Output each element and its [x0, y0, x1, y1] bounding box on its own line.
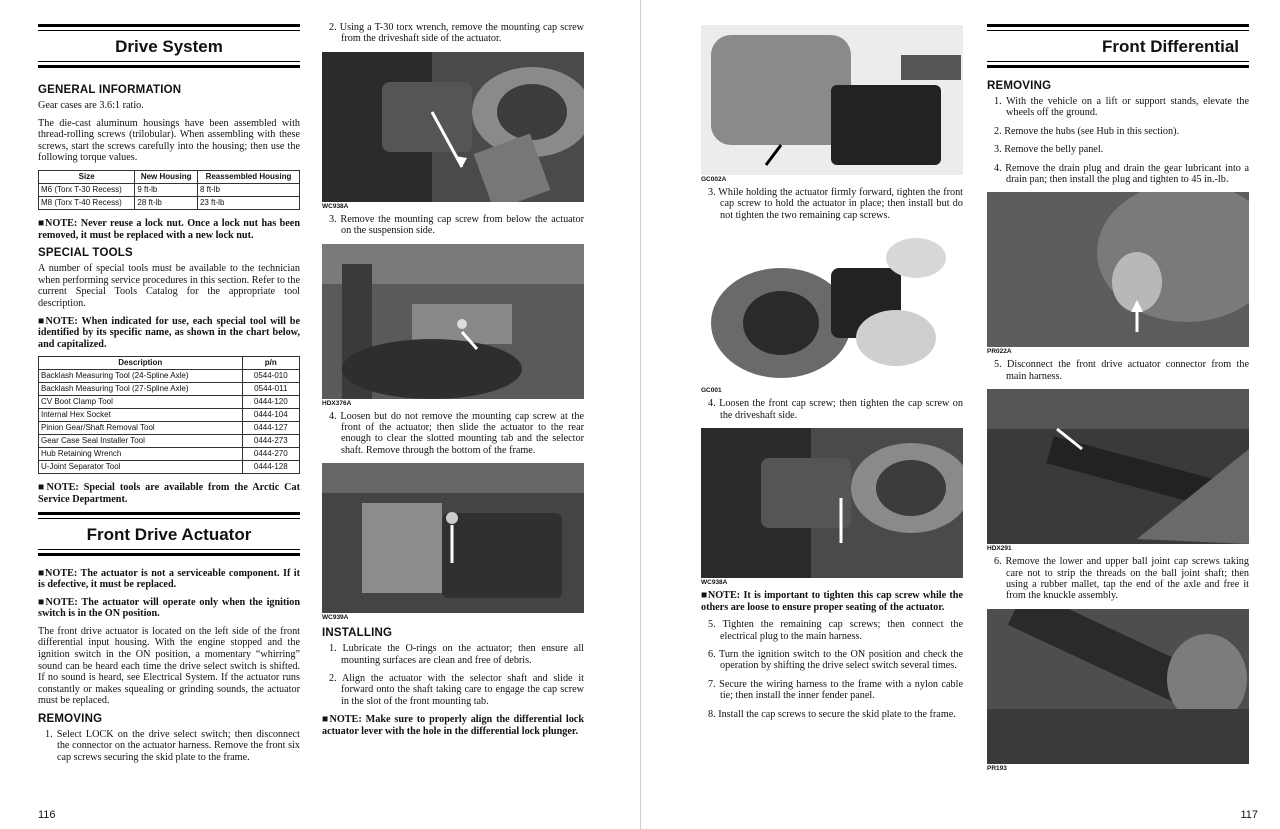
left-column-2 [322, 22, 584, 743]
special-tools-text: A number of special tools must be available to the technician when performing service procedures in this section. Refer to the current Special Tools Catalog for the appropriate tool description. [38, 263, 300, 309]
right-page [640, 0, 1280, 829]
right-column-1 [701, 25, 963, 727]
table-cell: 0444-104 [242, 409, 299, 422]
photo-drain-plug [987, 192, 1249, 347]
table-row [39, 196, 300, 209]
table-cell: Internal Hex Socket [39, 409, 243, 422]
table-row [39, 461, 300, 474]
list-item: 7. Secure the wiring harness to the frame with a nylon cable tie; then install the inner fender panel. [708, 678, 963, 702]
figure-caption: PR022A [987, 348, 1012, 356]
table-row [39, 435, 300, 448]
page-number-right: 117 [1240, 809, 1258, 821]
list-item: 8. Install the cap screws to secure the skid plate to the frame. [708, 708, 956, 720]
list-item: 5. Tighten the remaining cap screws; then connect the electrical plug to the main harness. [708, 619, 963, 642]
right-column-2 [987, 24, 1249, 776]
note-tighten-seating: ■NOTE: It is important to tighten this cap screw while the others are loose to ensure proper seating of the actuator. [701, 590, 963, 613]
installing-steps-5-8 [701, 619, 963, 720]
torque-header-new: New Housing [135, 170, 198, 183]
table-cell: Pinion Gear/Shaft Removal Tool [39, 422, 243, 435]
drive-system-title: Drive System [115, 37, 223, 56]
left-column-1 [38, 24, 300, 770]
list-item: 6. Remove the lower and upper ball joint cap screws taking care not to strip the threads on the ball joint shaft; then using a rubber mallet, tap the end of the axle and free it from the knuckle assembly. [994, 556, 1249, 602]
table-cell: 0444-273 [242, 435, 299, 448]
table-row [39, 396, 300, 409]
list-item: 2. Align the actuator with the selector shaft and slide it forward onto the shaft taking care to engage the cap screw in the slot of the front mounting tab. [329, 673, 584, 707]
figure-caption: PR193 [987, 764, 1007, 772]
table-cell: 28 ft-lb [135, 196, 198, 209]
special-tools-table [38, 356, 300, 474]
removing-steps [38, 729, 300, 763]
list-item: 1. Lubricate the O-rings on the actuator; then ensure all mounting surfaces are clean and free of debris. [329, 643, 584, 666]
photo-hand-tighten [701, 228, 963, 386]
section-header-front-differential [987, 24, 1249, 68]
list-item: 6. Turn the ignition switch to the ON position and check the operation by shifting the drive select switch several times. [708, 649, 963, 672]
note-special-tool-names: ■NOTE: When indicated for use, each special tool will be identified by its specific name, as shown in the chart below, and capitalized. [38, 315, 300, 350]
removing-heading: REMOVING [38, 713, 103, 726]
table-row [39, 409, 300, 422]
figure-caption: HDX376A [322, 399, 352, 407]
torque-header-reassembled: Reassembled Housing [197, 170, 299, 183]
installing-steps-4 [701, 398, 963, 421]
figure-caption: WC938A [322, 202, 349, 210]
removing-steps-3 [322, 214, 584, 237]
section-header-front-drive-actuator [38, 512, 300, 556]
table-cell: Gear Case Seal Installer Tool [39, 435, 243, 448]
figure-caption: GC001 [701, 387, 722, 395]
figure-caption: WC939A [322, 614, 349, 622]
table-row [39, 448, 300, 461]
table-cell: 0544-010 [242, 370, 299, 383]
general-information-heading: GENERAL INFORMATION [38, 84, 182, 96]
photo-illustration [701, 428, 963, 578]
torque-header-size: Size [39, 170, 135, 183]
removing-steps-4 [322, 411, 584, 457]
list-item: 5. Disconnect the front drive actuator connector from the main harness. [994, 359, 1249, 382]
list-item: 4. Loosen but do not remove the mounting cap screw at the front of the actuator; then slide the actuator to the rear enough to clear the slotted mounting tab and the selector shaft. Remove through the bottom of the frame. [329, 410, 584, 456]
table-cell: 23 ft-lb [197, 196, 299, 209]
table-cell: 0544-011 [242, 383, 299, 396]
table-cell: CV Boot Clamp Tool [39, 396, 243, 409]
removing-steps-cont [322, 22, 584, 45]
figure-caption: GC002A [701, 176, 727, 183]
list-item: 3. Remove the belly panel. [994, 144, 1104, 156]
figure-caption: HDX291 [987, 545, 1012, 553]
figure-caption: WC938A [701, 579, 728, 587]
special-tools-heading: SPECIAL TOOLS [38, 247, 133, 260]
photo-illustration [987, 389, 1249, 544]
table-row [39, 183, 300, 196]
list-item: 2. Remove the hubs (see Hub in this section). [994, 125, 1180, 137]
photo-actuator-front [322, 463, 584, 613]
list-item: 3. While holding the actuator firmly forward, tighten the front cap screw to hold the actuator in place; then install but do not tighten the two remaining cap screws. [708, 187, 963, 221]
removing-heading-differential: REMOVING [987, 80, 1052, 92]
list-item: 3. Remove the mounting cap screw from below the actuator on the suspension side. [329, 213, 584, 237]
note-align-lever: ■NOTE: Make sure to properly align the differential lock actuator lever with the hole in the differential lock plunger. [322, 714, 584, 737]
table-row [39, 370, 300, 383]
differential-removing-steps [987, 96, 1249, 185]
tools-header-pn: p/n [242, 357, 299, 370]
note-ignition-on: ■NOTE: The actuator will operate only when the ignition switch is in the ON position. [38, 596, 300, 620]
list-item: 1. Select LOCK on the drive select switch; then disconnect the connector on the actuator harness. Remove the front six cap screws securing the skid plate to the frame. [45, 729, 300, 763]
photo-illustration [987, 609, 1249, 764]
photo-actuator-suspension-side [322, 244, 584, 399]
page-number-left: 116 [38, 809, 56, 821]
table-cell: 9 ft-lb [135, 183, 198, 196]
photo-illustration [701, 228, 963, 386]
note-tools-available: ■NOTE: Special tools are available from the Arctic Cat Service Department. [38, 482, 300, 505]
housings-text: The die-cast aluminum housings have been assembled with thread-rolling screws (trilobular). When assembling with these screws, start the screws carefully into the housing; then use the following torque values. [38, 117, 300, 164]
list-item: 4. Remove the drain plug and drain the gear lubricant into a drain pan; then install the plug and tighten to 45 in.-lb. [994, 162, 1249, 186]
installing-steps-3 [701, 187, 963, 221]
photo-ball-joint [987, 609, 1249, 764]
table-row [39, 422, 300, 435]
photo-actuator-driveshaft-side [322, 52, 584, 202]
tools-header-description: Description [39, 357, 243, 370]
differential-removing-step-5 [987, 359, 1249, 382]
table-cell: 0444-127 [242, 422, 299, 435]
photo-actuator-driveshaft-side-2 [701, 428, 963, 578]
list-item: 4. Loosen the front cap screw; then tighten the cap screw on the driveshaft side. [708, 398, 963, 421]
photo-actuator-connector [987, 389, 1249, 544]
table-cell: 0444-128 [242, 461, 299, 474]
differential-removing-step-6 [987, 556, 1249, 602]
photo-illustration [987, 192, 1249, 347]
list-item: 1. With the vehicle on a lift or support stands, elevate the wheels off the ground. [994, 96, 1249, 119]
table-cell: 8 ft-lb [197, 183, 299, 196]
photo-illustration [322, 52, 584, 202]
section-header-drive-system [38, 24, 300, 68]
table-cell: M6 (Torx T-30 Recess) [39, 183, 135, 196]
actuator-description: The front drive actuator is located on the left side of the front differential input housing. With the engine stopped and the ignition switch in the ON position, a momentary “whirring” sound can be heard each time the drive select switch is shifted. If no sound is heard, see Electrical System. If the actuator runs constantly or makes squealing or grinding sounds, the actuator must be replaced. [38, 625, 300, 707]
table-cell: Backlash Measuring Tool (24-Spline Axle) [39, 370, 243, 383]
table-row [39, 383, 300, 396]
photo-illustration [322, 463, 584, 613]
gear-ratio-text: Gear cases are 3.6:1 ratio. [38, 100, 144, 111]
photo-illustration [322, 244, 584, 399]
table-cell: U-Joint Separator Tool [39, 461, 243, 474]
table-cell: 0444-270 [242, 448, 299, 461]
photo-illustration [701, 25, 963, 175]
table-cell: 0444-120 [242, 396, 299, 409]
torque-table [38, 170, 300, 210]
list-item: 2. Using a T-30 torx wrench, remove the mounting cap screw from the driveshaft side of the actuator. [329, 22, 584, 45]
note-lock-nut: ■NOTE: Never reuse a lock nut. Once a lock nut has been removed, it must be replaced with a new lock nut. [38, 217, 300, 241]
table-cell: M8 (Torx T-40 Recess) [39, 196, 135, 209]
front-differential-title: Front Differential [1102, 37, 1239, 56]
table-cell: Hub Retaining Wrench [39, 448, 243, 461]
installing-steps [322, 643, 584, 707]
installing-heading: INSTALLING [322, 627, 393, 640]
photo-actuator-installed [701, 25, 963, 175]
note-not-serviceable: ■NOTE: The actuator is not a serviceable component. If it is defective, it must be replaced. [38, 567, 300, 591]
table-cell: Backlash Measuring Tool (27-Spline Axle) [39, 383, 243, 396]
front-drive-actuator-title: Front Drive Actuator [86, 524, 252, 544]
